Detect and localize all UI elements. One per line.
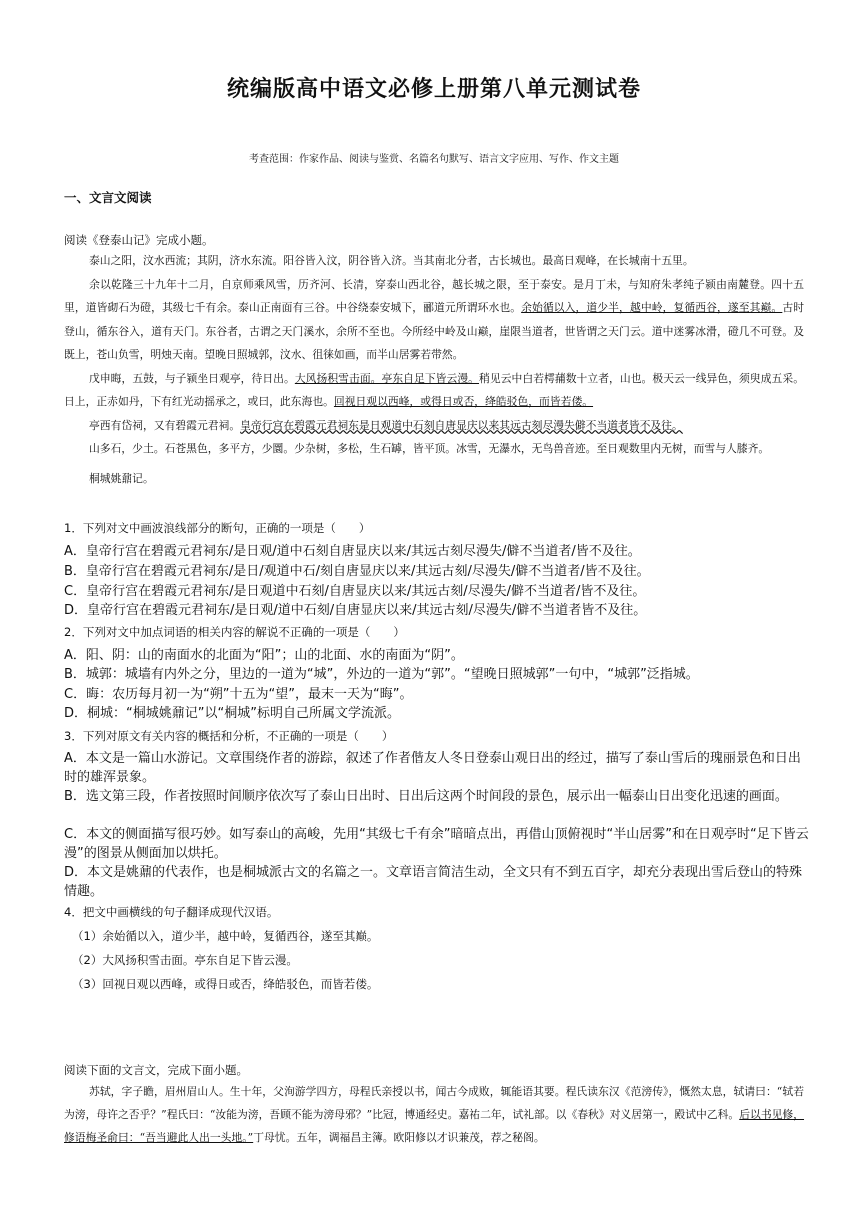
passage-paragraph: 山多石，少土。石苍黑色，多平方，少圜。少杂树，多松，生石罅，皆平顶。冰雪，无瀑水，无鸟兽音迹。至日观数里内无树，而雪与人膝齐。 (89, 442, 770, 455)
underlined-sentence: 后以书见修，修语梅圣俞曰：“吾当避此人出一头地。” (64, 1108, 805, 1144)
underlined-sentence: 余始循以入，道少半，越中岭，复循西谷，遂至其巅。 (521, 301, 783, 314)
passage-paragraph (64, 367, 804, 414)
page-title: 统编版高中语文必修上册第八单元测试卷 (226, 77, 641, 102)
reading-intro: 阅读下面的文言文，完成下面小题。 (64, 1063, 248, 1077)
option-b: B．皇帝行宫在碧霞元君祠东/是日/观道中石/刻自唐显庆以来/其远古刻/尽漫失/僻不当道者/皆不及往。 (64, 564, 650, 579)
passage-paragraph (64, 1080, 804, 1149)
passage-text-run: 余以乾隆三十九年十二月，自京师乘风雪，历齐河、长清，穿泰山西北谷，越长城之限，至于泰安。是月丁未，与知府朱孝纯子颍由南麓登。四十五里，道皆砌石为磴，其级七千有余。泰山正南面有三谷。中谷绕泰安城下，郦道元所谓环水也。 (64, 277, 804, 314)
option-b: B．选文第三段，作者按照时间顺序依次写了泰山日出时、日出后这两个时间段的景色，展示出一幅泰山日出变化迅速的画面。 (64, 789, 788, 804)
question-stem: 4．把文中画横线的句子翻译成现代汉语。 (64, 905, 279, 919)
question-stem: 3．下列对原文有关内容的概括和分析，不正确的一项是（ ） (64, 729, 394, 743)
option-b: B．城郭：城墙有内外之分，里边的一道为“城”，外边的一道为“郭”。“望晚日照城郭”一句中，“城郭”泛指城。 (64, 667, 699, 682)
option-a: A．本文是一篇山水游记。文章围绕作者的游踪，叙述了作者偕友人冬日登泰山观日出的经过，描写了泰山雪后的瑰丽景色和日出时的雄浑景象。 (64, 751, 801, 785)
question-stem: 2．下列对文中加点词语的相关内容的解说不正确的一项是（ ） (64, 625, 405, 639)
option-c: C．皇帝行宫在碧霞元君祠东/是日观道中石刻/自唐显庆以来/其远古刻/尽漫失/僻不当道者/皆不及往。 (64, 584, 646, 599)
passage-text-run: 古时登山，循东谷入，道有天门。东谷者，古谓之天门溪水，余所不至也。今所经中岭及山巅，崖限当道者，世皆谓之天门云。道中迷雾冰滑，磴几不可登。及既上，苍山负雪，明烛天南。望晚日照城郭，汶水、徂徕如画，而半山居雾若带然。 (64, 301, 805, 361)
passage-text-run: 丁母忧。五年，调福昌主簿。欧阳修以才识兼茂，荐之秘阁。 (253, 1131, 545, 1144)
option-d: D．本文是姚鼐的代表作，也是桐城派古文的名篇之一。文章语言简洁生动，全文只有不到五百字，却充分表现出雪后登山的特殊情趣。 (64, 865, 803, 899)
passage-text-run: 亭西有岱祠，又有碧霞元君祠。 (89, 418, 241, 432)
option-c: C．本文的侧面描写很巧妙。如写泰山的高峻，先用“其级七千有余”暗暗点出，再借山顶俯视时“半山居雾”和在日观亭时“足下皆云漫”的图景从侧面加以烘托。 (64, 827, 809, 861)
underlined-sentence: 大风扬积雪击面。亭东自足下皆云漫。 (294, 371, 480, 385)
option-a: A．皇帝行宫在碧霞元君祠东/是日观/道中石刻自唐显庆以来/其远古刻尽漫失/僻不当道者/皆不及往。 (64, 544, 641, 559)
passage-text-run: 戊申晦，五鼓，与子颍坐日观亭，待日出。 (89, 371, 295, 385)
passage-paragraph: 泰山之阳，汶水西流；其阴，济水东流。阳谷皆入汶，阴谷皆入济。当其南北分者，古长城也。最高日观峰，在长城南十五里。 (89, 254, 694, 267)
section-heading: 一、文言文阅读 (64, 190, 152, 205)
exam-scope: 考查范围：作家作品、阅读与鉴赏、名篇名句默写、语言文字应用、写作、作文主题 (249, 154, 619, 165)
wavy-underlined-sentence: 皇帝行宫在碧霞元君祠东是日观道中石刻自唐显庆以来其远古刻尽漫失僻不当道者皆不及往。 (240, 418, 683, 432)
passage-paragraph (64, 414, 804, 438)
option-d: D．皇帝行宫在碧霞元君祠东/是日观/道中石刻/自唐显庆以来/其远古刻/尽漫失/僻不当道者皆不及往。 (64, 603, 647, 618)
translation-item: （2）大风扬积雪击面。亭东自足下皆云漫。 (72, 953, 298, 967)
translation-item: （1）余始循以入，道少半，越中岭，复循西谷，遂至其巅。 (72, 929, 379, 943)
option-a: A．阳、阴：山的南面水的北面为“阳”；山的北面、水的南面为“阴”。 (64, 648, 464, 663)
reading-intro: 阅读《登泰山记》完成小题。 (64, 233, 214, 247)
option-c: C．晦：农历每月初一为“朔”十五为“望”，最末一天为“晦”。 (64, 687, 413, 702)
option-d: D．桐城：“桐城姚鼐记”以“桐城”标明自己所属文学流派。 (64, 706, 400, 721)
translation-item: （3）回视日观以西峰，或得日或否，绛皓驳色，而皆若偻。 (72, 977, 379, 991)
passage-paragraph (64, 273, 804, 367)
passage-text-run: 苏轼，字子瞻，眉州眉山人。生十年，父洵游学四方，母程氏亲授以书，闻古今成败，辄能语其要。程氏读东汉《范滂传》，慨然太息，轼请曰：“轼若为滂，母许之否乎？”程氏曰：“汝能为滂，吾顾不能为滂母邪？”比冠，博通经史。嘉祐二年，试礼部。以《春秋》对义居第一，殿试中乙科。 (64, 1085, 804, 1121)
passage-text (64, 1080, 804, 1149)
underlined-sentence: 回视日观以西峰，或得日或否，绛皓驳色，而皆若偻。 (333, 395, 594, 408)
passage-text-run: 稍见云中白若樗蒱数十立者，山也。极天云一线异色，须臾成五采。日上，正赤如丹，下有红光动摇承之，或曰，此东海也。 (64, 371, 805, 408)
question-stem: 1．下列对文中画波浪线部分的断句，正确的一项是（ ） (64, 521, 371, 535)
passage-text (64, 249, 804, 490)
passage-signature: 桐城姚鼐记。 (89, 471, 154, 485)
